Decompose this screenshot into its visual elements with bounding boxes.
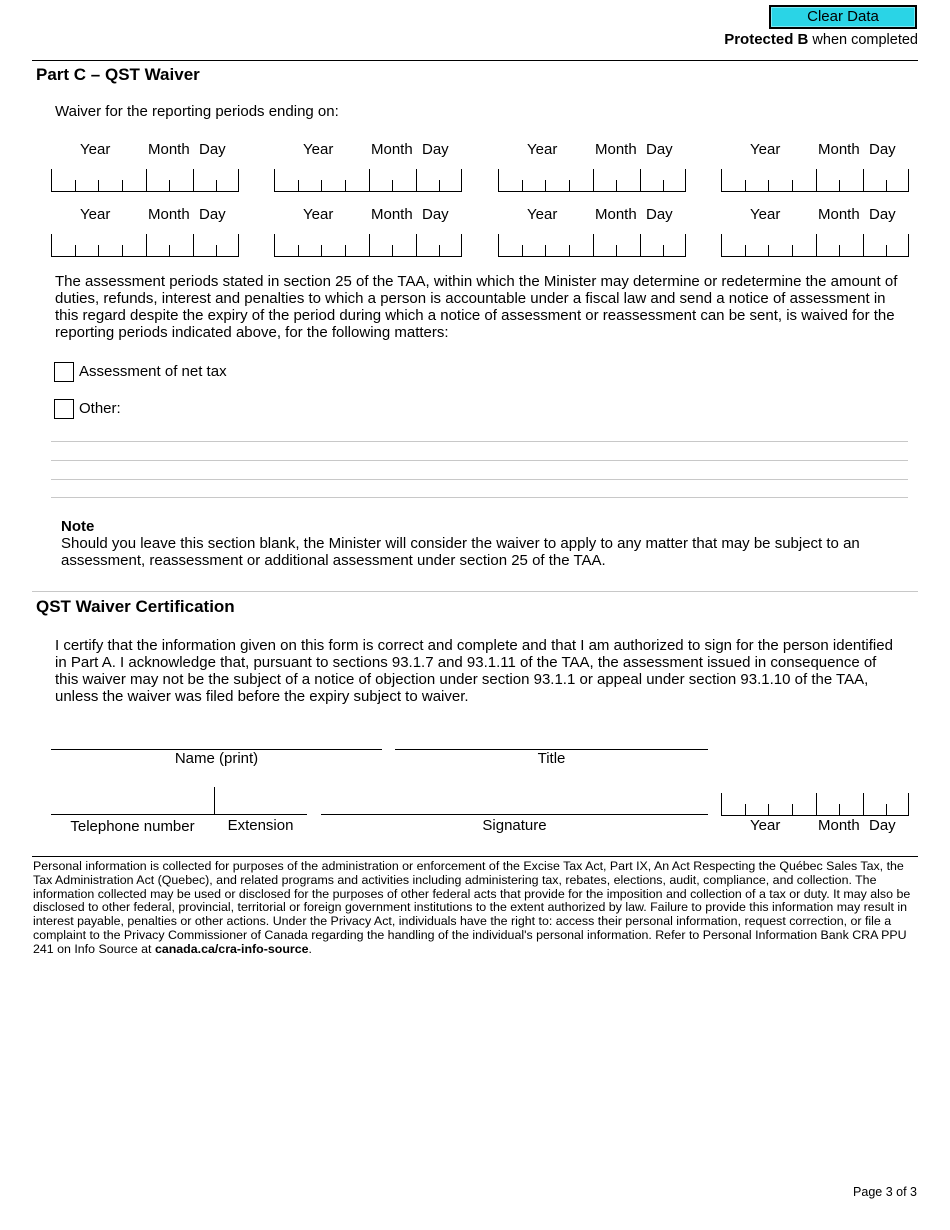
date-box-divider	[886, 180, 887, 191]
date-entry-box[interactable]	[721, 234, 909, 257]
telephone-label: Telephone number	[70, 818, 195, 835]
year-label: Year	[527, 206, 558, 223]
date-box-divider	[416, 169, 417, 191]
page-number: Page 3 of 3	[853, 1185, 917, 1199]
date-entry-box[interactable]	[721, 169, 909, 192]
date-entry-box[interactable]	[498, 234, 686, 257]
privacy-statement	[33, 860, 918, 957]
date-box-divider	[768, 245, 769, 256]
date-box-divider	[169, 245, 170, 256]
date-box-divider	[640, 234, 641, 256]
privacy-end: .	[308, 941, 312, 956]
date-box-divider	[768, 180, 769, 191]
extension-field[interactable]	[214, 814, 307, 815]
date-box-divider	[569, 245, 570, 256]
date-box-divider	[593, 169, 594, 191]
assessment-paragraph: The assessment periods stated in section 25 of the TAA, within which the Minister may determine or redetermine the amount of duties, refunds, interest and penalties to which a person is accountable under a fiscal law and send a notice of assessment in this regard despite the expiry of the period during which a notice of assessment or reassessment can be sent, is waived for the reporting periods indicated above, for the following matters:	[55, 273, 898, 341]
year-label: Year	[303, 141, 334, 158]
date-box-divider	[640, 169, 641, 191]
year-label: Year	[750, 817, 781, 834]
date-box-divider	[663, 180, 664, 191]
name-label: Name (print)	[174, 750, 259, 767]
month-label: Month	[595, 206, 637, 223]
day-label: Day	[869, 817, 896, 834]
date-box-divider	[545, 180, 546, 191]
other-details-line-1[interactable]	[51, 441, 908, 442]
date-box-divider	[298, 180, 299, 191]
privacy-rule	[32, 856, 918, 857]
date-box-divider	[321, 245, 322, 256]
date-box-divider	[816, 234, 817, 256]
part-c-title: Part C – QST Waiver	[36, 65, 200, 84]
month-label: Month	[818, 206, 860, 223]
date-box-divider	[392, 180, 393, 191]
date-box-divider	[792, 804, 793, 815]
net-tax-label: Assessment of net tax	[79, 363, 227, 380]
date-box-divider	[98, 245, 99, 256]
other-checkbox[interactable]	[54, 399, 74, 419]
other-details-line-3[interactable]	[51, 479, 908, 480]
signature-label: Signature	[482, 817, 547, 834]
title-label: Title	[537, 750, 566, 767]
date-box-divider	[839, 180, 840, 191]
signature-field[interactable]	[321, 814, 708, 815]
month-label: Month	[818, 141, 860, 158]
month-label: Month	[595, 141, 637, 158]
day-label: Day	[869, 141, 896, 158]
date-box-divider	[193, 234, 194, 256]
clear-data-button[interactable]: Clear Data	[769, 5, 917, 29]
month-label: Month	[818, 817, 860, 834]
date-box-divider	[863, 169, 864, 191]
date-box-divider	[75, 180, 76, 191]
year-label: Year	[750, 206, 781, 223]
month-label: Month	[148, 141, 190, 158]
date-entry-box[interactable]	[274, 169, 462, 192]
date-box-divider	[298, 245, 299, 256]
date-box-divider	[146, 169, 147, 191]
date-box-divider	[216, 180, 217, 191]
date-box-divider	[169, 180, 170, 191]
year-label: Year	[527, 141, 558, 158]
date-entry-box[interactable]	[498, 169, 686, 192]
protected-b-suffix: when completed	[808, 32, 918, 48]
privacy-link[interactable]: canada.ca/cra-info-source	[154, 941, 309, 956]
protected-b-label: Protected B	[724, 31, 809, 48]
date-box-divider	[745, 245, 746, 256]
date-box-divider	[545, 245, 546, 256]
date-box-divider	[745, 180, 746, 191]
date-entry-box[interactable]	[51, 169, 239, 192]
day-label: Day	[646, 206, 673, 223]
day-label: Day	[199, 206, 226, 223]
section-divider	[32, 591, 918, 592]
date-box-divider	[663, 245, 664, 256]
date-box-divider	[146, 234, 147, 256]
date-box-divider	[863, 234, 864, 256]
privacy-text: Personal information is collected for purposes of the administration or enforcement of the Excise Tax Act, Part IX, An Act Respecting the Québec Sales Tax, the Tax Administration Act (Quebec), and related programs and activities including administering tax, rebates, elections, audit, compliance, and collection. The information collected may be used or disclosed for the purposes of other federal acts that provide for the imposition and collection of a tax or duty. It may also be disclosed to other federal, provincial, territorial or foreign government institutions to the extent authorized by law. Failure to provide this information may result in interest payable, penalties or other actions. Under the Privacy Act, individuals have the right to: access their personal information, request correction, or file a complaint to the Privacy Commissioner of Canada regarding the handling of the individual's personal information. Refer to Personal Information Bank CRA PPU 241 on Info Source at	[33, 859, 911, 956]
date-box-divider	[616, 180, 617, 191]
year-label: Year	[80, 141, 111, 158]
date-box-divider	[839, 804, 840, 815]
net-tax-checkbox[interactable]	[54, 362, 74, 382]
date-box-divider	[745, 804, 746, 815]
other-details-line-2[interactable]	[51, 460, 908, 461]
date-box-divider	[768, 804, 769, 815]
date-box-divider	[216, 245, 217, 256]
date-box-divider	[792, 245, 793, 256]
year-label: Year	[750, 141, 781, 158]
day-label: Day	[646, 141, 673, 158]
date-box-divider	[193, 169, 194, 191]
date-box-divider	[122, 180, 123, 191]
date-box-divider	[816, 169, 817, 191]
date-box-divider	[321, 180, 322, 191]
other-label: Other:	[79, 400, 121, 417]
date-box-divider	[522, 245, 523, 256]
protected-b-notice	[724, 31, 918, 48]
waiver-intro: Waiver for the reporting periods ending on:	[55, 103, 339, 120]
telephone-extension-divider	[214, 787, 215, 815]
certification-title: QST Waiver Certification	[36, 597, 235, 616]
year-label: Year	[80, 206, 111, 223]
day-label: Day	[199, 141, 226, 158]
date-box-divider	[863, 793, 864, 815]
date-box-divider	[886, 245, 887, 256]
telephone-field[interactable]	[51, 814, 214, 815]
date-box-divider	[345, 180, 346, 191]
certification-paragraph: I certify that the information given on this form is correct and complete and that I am authorized to sign for the person identified in Part A. I acknowledge that, pursuant to sections 93.1.7 and 93.1.11 of the TAA, the assessment issued in consequence of this waiver may not be the subject of a notice of objection under section 93.1.1 or appeal under section 93.1.10 of the TAA, unless the waiver was filed before the expiry subject to waiver.	[55, 637, 893, 705]
date-entry-box[interactable]	[51, 234, 239, 257]
date-box-divider	[416, 234, 417, 256]
date-box-divider	[369, 234, 370, 256]
note-title: Note	[61, 518, 95, 535]
date-box-divider	[522, 180, 523, 191]
date-box-divider	[886, 804, 887, 815]
month-label: Month	[371, 206, 413, 223]
other-details-line-4[interactable]	[51, 497, 908, 498]
day-label: Day	[869, 206, 896, 223]
date-box-divider	[345, 245, 346, 256]
date-box-divider	[792, 180, 793, 191]
date-box-divider	[122, 245, 123, 256]
date-box-divider	[75, 245, 76, 256]
date-box-divider	[439, 245, 440, 256]
month-label: Month	[148, 206, 190, 223]
date-box-divider	[816, 793, 817, 815]
date-box-divider	[593, 234, 594, 256]
date-box-divider	[98, 180, 99, 191]
date-box-divider	[369, 169, 370, 191]
date-box-divider	[439, 180, 440, 191]
day-label: Day	[422, 141, 449, 158]
date-box-divider	[569, 180, 570, 191]
month-label: Month	[371, 141, 413, 158]
day-label: Day	[422, 206, 449, 223]
date-box-divider	[392, 245, 393, 256]
top-rule	[32, 60, 918, 61]
extension-label: Extension	[227, 817, 294, 834]
date-entry-box[interactable]	[274, 234, 462, 257]
year-label: Year	[303, 206, 334, 223]
note-text: Should you leave this section blank, the Minister will consider the waiver to apply to any matter that may be subject to an assessment, reassessment or additional assessment under section 25 of the TAA.	[61, 535, 860, 569]
date-box-divider	[616, 245, 617, 256]
date-entry-box[interactable]	[721, 793, 909, 816]
date-box-divider	[839, 245, 840, 256]
